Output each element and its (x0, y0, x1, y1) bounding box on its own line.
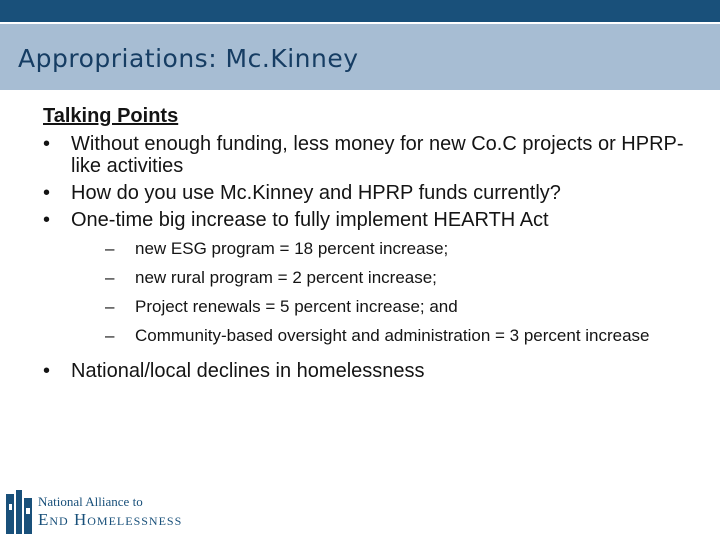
bullet-item (43, 133, 703, 177)
bullet-item (43, 182, 703, 204)
bullet-text: Without enough funding, less money for new Co.C projects or HPRP-like activities (71, 133, 684, 177)
sub-bullet-list (105, 239, 703, 346)
sub-bullet-text: Project renewals = 5 percent increase; and (135, 297, 458, 316)
dash-icon: – (105, 239, 115, 258)
bullet-item (43, 360, 703, 382)
bullet-icon: • (43, 360, 51, 382)
sub-bullet-item (105, 268, 703, 288)
house-logo-icon (4, 490, 34, 536)
dash-icon: – (105, 268, 115, 287)
dash-icon: – (105, 326, 115, 345)
top-bar (0, 0, 720, 22)
sub-bullet-item (105, 239, 703, 259)
bullet-text: National/local declines in homelessness (71, 360, 425, 382)
bullet-icon: • (43, 209, 51, 231)
bullet-item (43, 209, 703, 231)
logo-text-line1: National Alliance to (38, 494, 143, 509)
sub-bullet-text: Community-based oversight and administration = 3 percent increase (135, 326, 650, 345)
bullet-icon: • (43, 133, 51, 155)
sub-bullet-item (105, 297, 703, 317)
slide-title: Appropriations: Mc.Kinney (18, 44, 359, 73)
sub-bullet-item (105, 326, 703, 346)
sub-bullet-text: new ESG program = 18 percent increase; (135, 239, 449, 258)
organization-logo (4, 490, 204, 536)
talking-points-heading: Talking Points (43, 105, 179, 127)
dash-icon: – (105, 297, 115, 316)
slide-body (43, 104, 703, 382)
bullet-text: How do you use Mc.Kinney and HPRP funds currently? (71, 182, 561, 204)
bullet-icon: • (43, 182, 51, 204)
bullet-text: One-time big increase to fully implement HEARTH Act (71, 209, 549, 231)
sub-bullet-text: new rural program = 2 percent increase; (135, 268, 437, 287)
logo-text-line2: End Homelessness (38, 510, 183, 529)
